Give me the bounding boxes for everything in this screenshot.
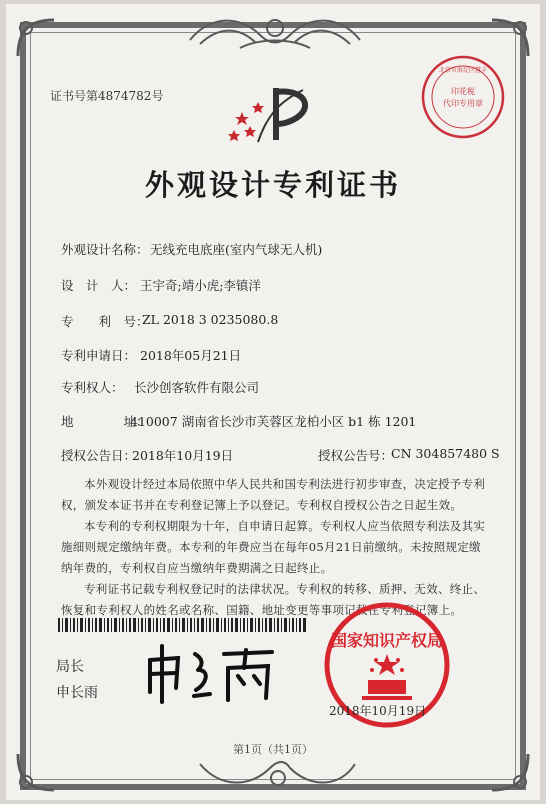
address-value: 410007 湖南省长沙市芙蓉区龙柏小区 b1 栋 1201 [130,414,417,429]
seal-date: 2018年10月19日 [329,704,427,718]
certificate-title: 外观设计专利证书 [144,168,401,202]
signatory-name: 申长雨 [56,685,98,701]
patent-number-value: ZL 2018 3 0235080.8 [142,312,279,327]
grant-date-label: 授权公告日： [61,448,137,463]
patent-office-logo [228,82,323,150]
seal-text: 国家知识产权局 [330,631,444,650]
patentee-value: 长沙创客软件有限公司 [134,380,260,395]
corner-ornament-tl [14,16,64,66]
design-name-value: 无线充电底座(室内气球无人机) [150,242,323,257]
page-footer: 第1页（共1页） [233,743,313,756]
barcode [58,618,308,632]
paragraph-legal-status: 专利证书记载专利权登记时的法律状况。专利权的转移、质押、无效、终止、恢复和专利权人的姓名或名称、国籍、地址变更等事项记载在专利登记簿上。 [61,582,486,617]
filing-date-value: 2018年05月21日 [140,348,242,363]
designer-value: 王宇奇;靖小虎;李镇洋 [140,278,261,293]
patentee-label: 专利权人： [61,380,124,395]
printing-stamp [420,54,506,140]
grant-date-value: 2018年10月19日 [132,448,234,463]
design-name-label: 外观设计名称： [61,242,149,257]
paragraph-grant: 本外观设计经过本局依照中华人民共和国专利法进行初步审查，决定授予专利权，颁发本证书并在专利登记簿上予以登记。专利权自授权公告之日起生效。 [61,477,486,512]
paragraph-term: 本专利的专利权期限为十年，自申请日起算。专利权人应当依照专利法及其实施细则规定缴纳年费。本专利的年费应当在每年05月21日前缴纳。未按照规定缴纳年费的，专利权自应当缴纳年费期满之日起终止。 [61,519,486,575]
svg-text:北京市海淀区慧丰: 北京市海淀区慧丰 [438,67,488,74]
address-label: 地 址： [61,414,149,429]
svg-text:代印专用章: 代印专用章 [443,99,483,108]
signatory-role: 局长 [56,659,84,675]
top-ornament [180,10,370,54]
handwritten-signature [140,640,280,706]
certificate-body [61,474,491,621]
grant-number-value: CN 304857480 S [391,446,500,461]
patent-number-label: 专 利 号： [61,314,149,329]
grant-number-label: 授权公告号： [318,448,394,463]
designer-label: 设 计 人： [61,278,137,293]
certificate-number: 证书号第4874782号 [50,89,164,103]
filing-date-label: 专利申请日： [61,348,137,363]
svg-text:印花税: 印花税 [451,87,475,96]
